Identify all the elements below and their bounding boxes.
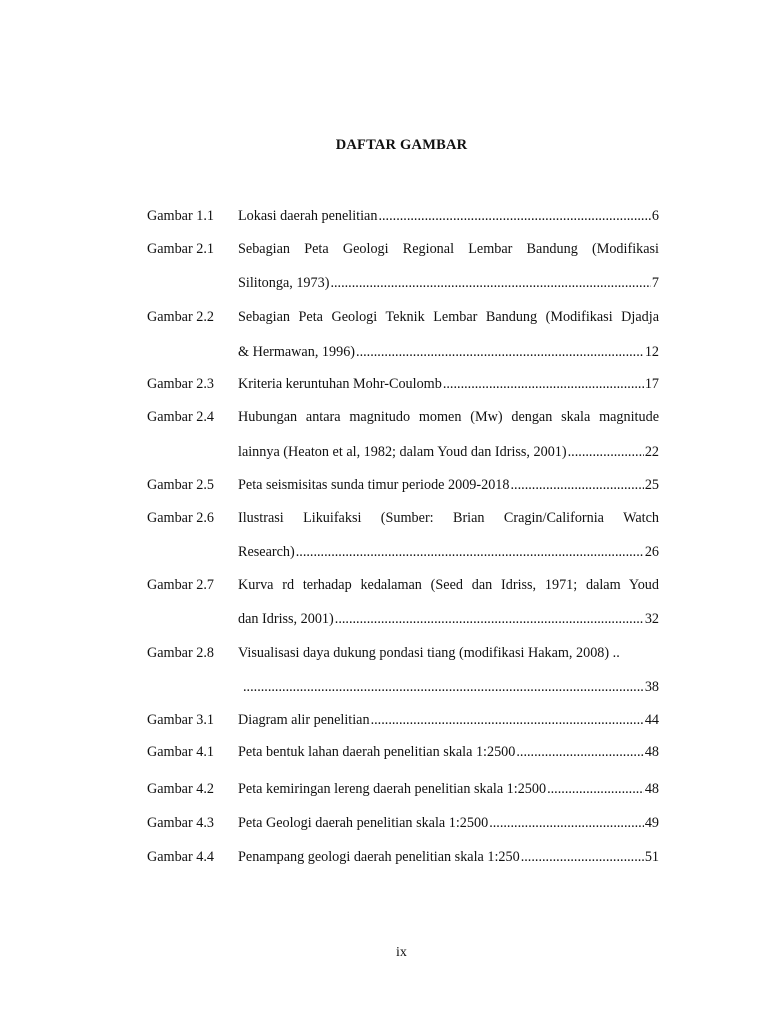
figure-label: Gambar 2.3: [147, 376, 214, 392]
figure-label: Gambar 2.2: [147, 309, 214, 325]
dot-leader: [511, 475, 644, 495]
dot-leader: [489, 813, 644, 833]
figure-title-line: [238, 813, 659, 833]
list-item-continuation: [147, 342, 659, 362]
page-ref: 7: [651, 275, 659, 291]
list-item-continuation: [147, 273, 659, 293]
page-ref: 51: [644, 849, 659, 865]
list-item: [147, 847, 659, 867]
figure-title: Sebagian Peta Geologi Regional Lembar Bandung (Modifikasi: [238, 241, 659, 257]
figure-title-line: [238, 442, 659, 462]
dot-leader: [547, 779, 644, 799]
list-item-continuation: [147, 677, 659, 697]
page-ref: 48: [644, 744, 659, 760]
dot-leader: [356, 342, 644, 362]
figure-title: Peta kemiringan lereng daerah penelitian skala 1:2500: [238, 781, 547, 797]
figure-title: Research): [238, 544, 295, 560]
list-item: [147, 307, 659, 327]
figure-label: Gambar 1.1: [147, 208, 214, 224]
page-ref: 26: [644, 544, 659, 560]
figure-title-line: [238, 742, 659, 762]
list-item: [147, 742, 659, 762]
figure-title: Hubungan antara magnitudo momen (Mw) dengan skala magnitude: [238, 409, 659, 425]
figure-title: Peta bentuk lahan daerah penelitian skala 1:2500: [238, 744, 516, 760]
dot-leader: [521, 847, 644, 867]
dot-leader: [443, 374, 644, 394]
figure-label: Gambar 2.4: [147, 409, 214, 425]
page-ref: 38: [644, 679, 659, 695]
page-ref: 49: [644, 815, 659, 831]
list-item: [147, 407, 659, 427]
list-item: [147, 710, 659, 730]
figure-title: dan Idriss, 2001): [238, 611, 334, 627]
figure-label: Gambar 2.7: [147, 577, 214, 593]
page-ref: 6: [651, 208, 659, 224]
figure-title: Kurva rd terhadap kedalaman (Seed dan Idriss, 1971; dalam Youd: [238, 577, 659, 593]
figure-label: Gambar 4.1: [147, 744, 214, 760]
figure-title-line: [238, 609, 659, 629]
list-item: [147, 779, 659, 799]
page-ref: 48: [644, 781, 659, 797]
figure-title: Sebagian Peta Geologi Teknik Lembar Bandung (Modifikasi Djadja: [238, 309, 659, 325]
figure-title: Peta seismisitas sunda timur periode 2009-2018: [238, 477, 510, 493]
list-item-continuation: [147, 542, 659, 562]
figure-title-line: [238, 847, 659, 867]
page-ref: 17: [644, 376, 659, 392]
dot-leader: [243, 677, 644, 697]
figure-title-line: [238, 475, 659, 495]
figure-title-line: [238, 779, 659, 799]
figure-label: Gambar 4.2: [147, 781, 214, 797]
figure-title-line: [238, 206, 659, 226]
figure-title: Penampang geologi daerah penelitian skala 1:250: [238, 849, 520, 865]
page-ref: 25: [644, 477, 659, 493]
list-item: [147, 508, 659, 528]
page-ref: 32: [644, 611, 659, 627]
figure-title-line: [242, 677, 659, 697]
figure-label: Gambar 4.3: [147, 815, 214, 831]
figure-title: & Hermawan, 1996): [238, 344, 356, 360]
page-number: ix: [396, 945, 407, 960]
page-ref: 44: [644, 712, 659, 728]
list-item-continuation: [147, 609, 659, 629]
figure-title-line: [238, 374, 659, 394]
figure-title: Silitonga, 1973): [238, 275, 330, 291]
dot-leader: [330, 273, 650, 293]
page-title: DAFTAR GAMBAR: [335, 137, 468, 153]
dot-leader: [378, 206, 650, 226]
figure-label: Gambar 2.1: [147, 241, 214, 257]
figure-title: Visualisasi daya dukung pondasi tiang (modifikasi Hakam, 2008) ..: [238, 645, 620, 661]
figure-label: Gambar 4.4: [147, 849, 214, 865]
list-item: [147, 239, 659, 259]
list-item: [147, 575, 659, 595]
figure-label: Gambar 2.6: [147, 510, 214, 526]
figure-label: Gambar 2.5: [147, 477, 214, 493]
dot-leader: [516, 742, 643, 762]
list-item: [147, 374, 659, 394]
figure-label: Gambar 2.8: [147, 645, 214, 661]
dot-leader: [296, 542, 644, 562]
figure-title: Lokasi daerah penelitian: [238, 208, 378, 224]
figure-label: Gambar 3.1: [147, 712, 214, 728]
figure-title: Diagram alir penelitian: [238, 712, 370, 728]
figure-title: lainnya (Heaton et al, 1982; dalam Youd dan Idriss, 2001): [238, 444, 567, 460]
dot-leader: [335, 609, 644, 629]
figure-title-line: [238, 710, 659, 730]
figure-title-line: [238, 273, 659, 293]
list-item-continuation: [147, 442, 659, 462]
figure-title-line: [238, 342, 659, 362]
list-item: [147, 643, 659, 663]
list-item: [147, 475, 659, 495]
page-ref: 22: [644, 444, 659, 460]
dot-leader: [568, 442, 644, 462]
figure-title: Ilustrasi Likuifaksi (Sumber: Brian Cragin/California Watch: [238, 510, 659, 526]
page-ref: 12: [644, 344, 659, 360]
figure-title: Kriteria keruntuhan Mohr-Coulomb: [238, 376, 442, 392]
list-item: [147, 813, 659, 833]
list-item: [147, 206, 659, 226]
figure-title-line: [238, 542, 659, 562]
figure-title: Peta Geologi daerah penelitian skala 1:2500: [238, 815, 489, 831]
dot-leader: [371, 710, 644, 730]
